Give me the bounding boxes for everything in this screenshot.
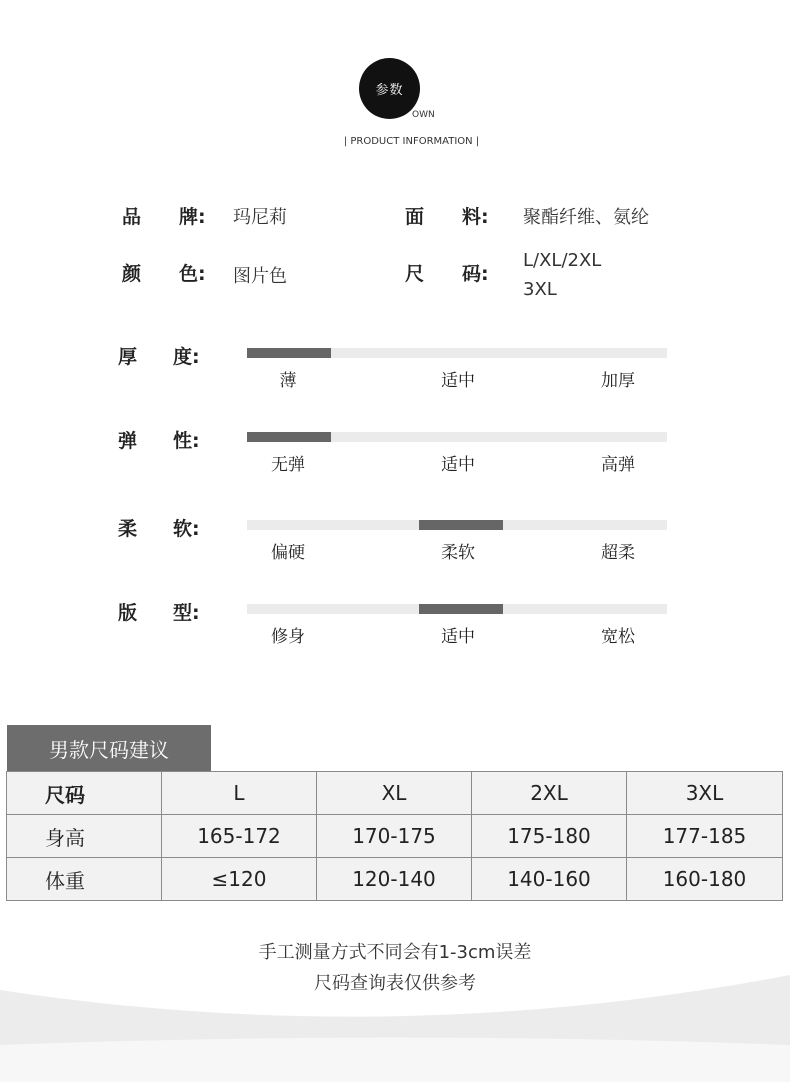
measurement-note: 手工测量方式不同会有1-3cm误差 <box>258 942 532 963</box>
thickness-option-medium: 适中 <box>441 371 475 391</box>
elasticity-option-medium: 适中 <box>441 455 475 475</box>
row-label-weight: 体重 <box>7 858 162 901</box>
size-chart-table <box>6 771 783 901</box>
softness-option-stiff: 偏硬 <box>271 543 305 563</box>
softness-label-char2: 软: <box>173 518 200 540</box>
size-label-char1: 尺 <box>405 263 425 285</box>
thickness-option-thin: 薄 <box>279 371 297 391</box>
thickness-label-char1: 厚 <box>118 346 138 368</box>
color-label-char1: 颜 <box>122 263 142 285</box>
fabric-label <box>405 202 505 228</box>
table-cell: 177-185 <box>627 815 783 858</box>
table-cell: 165-172 <box>162 815 317 858</box>
fabric-value: 聚酯纤维、氨纶 <box>523 207 649 228</box>
table-row <box>7 815 783 858</box>
size-chart-title-text: 男款尺码建议 <box>49 737 169 762</box>
fabric-label-char2: 料: <box>462 206 489 228</box>
fit-label <box>118 598 218 622</box>
fit-label-char2: 型: <box>173 602 200 624</box>
table-cell: 140-160 <box>472 858 627 901</box>
size-chart-header-row <box>7 772 783 815</box>
thickness-option-thick: 加厚 <box>601 371 635 391</box>
softness-label-char1: 柔 <box>118 518 138 540</box>
reference-note: 尺码查询表仅供参考 <box>314 973 476 994</box>
thickness-indicator <box>247 348 331 358</box>
table-cell: 120-140 <box>317 858 472 901</box>
table-cell: 175-180 <box>472 815 627 858</box>
header-cell-2xl: 2XL <box>472 772 627 815</box>
table-cell: 160-180 <box>627 858 783 901</box>
header-cell-3xl: 3XL <box>627 772 783 815</box>
header-cell-l: L <box>162 772 317 815</box>
color-label <box>122 259 222 285</box>
elasticity-indicator <box>247 432 331 442</box>
softness-track <box>247 520 667 530</box>
badge-suffix: OWN <box>412 110 435 120</box>
fit-track <box>247 604 667 614</box>
fit-option-slim: 修身 <box>271 627 305 647</box>
fit-label-char1: 版 <box>118 602 138 624</box>
size-value-line1: L/XL/2XL <box>523 250 602 271</box>
thickness-track <box>247 348 667 358</box>
elasticity-option-none: 无弹 <box>271 455 305 475</box>
brand-label <box>122 202 222 228</box>
fit-option-loose: 宽松 <box>601 627 635 647</box>
softness-option-ultra-soft: 超柔 <box>601 543 635 563</box>
size-value-line2: 3XL <box>523 279 557 300</box>
brand-label-char1: 品 <box>122 206 142 228</box>
elasticity-track <box>247 432 667 442</box>
softness-option-soft: 柔软 <box>441 543 475 563</box>
softness-label <box>118 514 218 538</box>
elasticity-option-high: 高弹 <box>601 455 635 475</box>
elasticity-label-char2: 性: <box>173 430 200 452</box>
header-cell-size: 尺码 <box>7 772 162 815</box>
table-row <box>7 858 783 901</box>
fabric-label-char1: 面 <box>405 206 425 228</box>
color-value: 图片色 <box>233 266 287 287</box>
header-badge <box>359 58 420 119</box>
brand-label-char2: 牌: <box>179 206 206 228</box>
size-chart-title <box>7 725 211 771</box>
softness-indicator <box>419 520 503 530</box>
elasticity-label-char1: 弹 <box>118 430 138 452</box>
header-subtitle: | PRODUCT INFORMATION | <box>343 136 480 147</box>
header-cell-xl: XL <box>317 772 472 815</box>
color-label-char2: 色: <box>179 263 206 285</box>
brand-value: 玛尼莉 <box>233 207 287 228</box>
size-label-char2: 码: <box>462 263 489 285</box>
table-cell: 170-175 <box>317 815 472 858</box>
row-label-height: 身高 <box>7 815 162 858</box>
fit-indicator <box>419 604 503 614</box>
table-cell: ≤120 <box>162 858 317 901</box>
elasticity-label <box>118 426 218 450</box>
fit-option-regular: 适中 <box>441 627 475 647</box>
thickness-label-char2: 度: <box>173 346 200 368</box>
thickness-label <box>118 342 218 366</box>
badge-text: 参数 <box>375 83 404 98</box>
size-label <box>405 259 505 285</box>
